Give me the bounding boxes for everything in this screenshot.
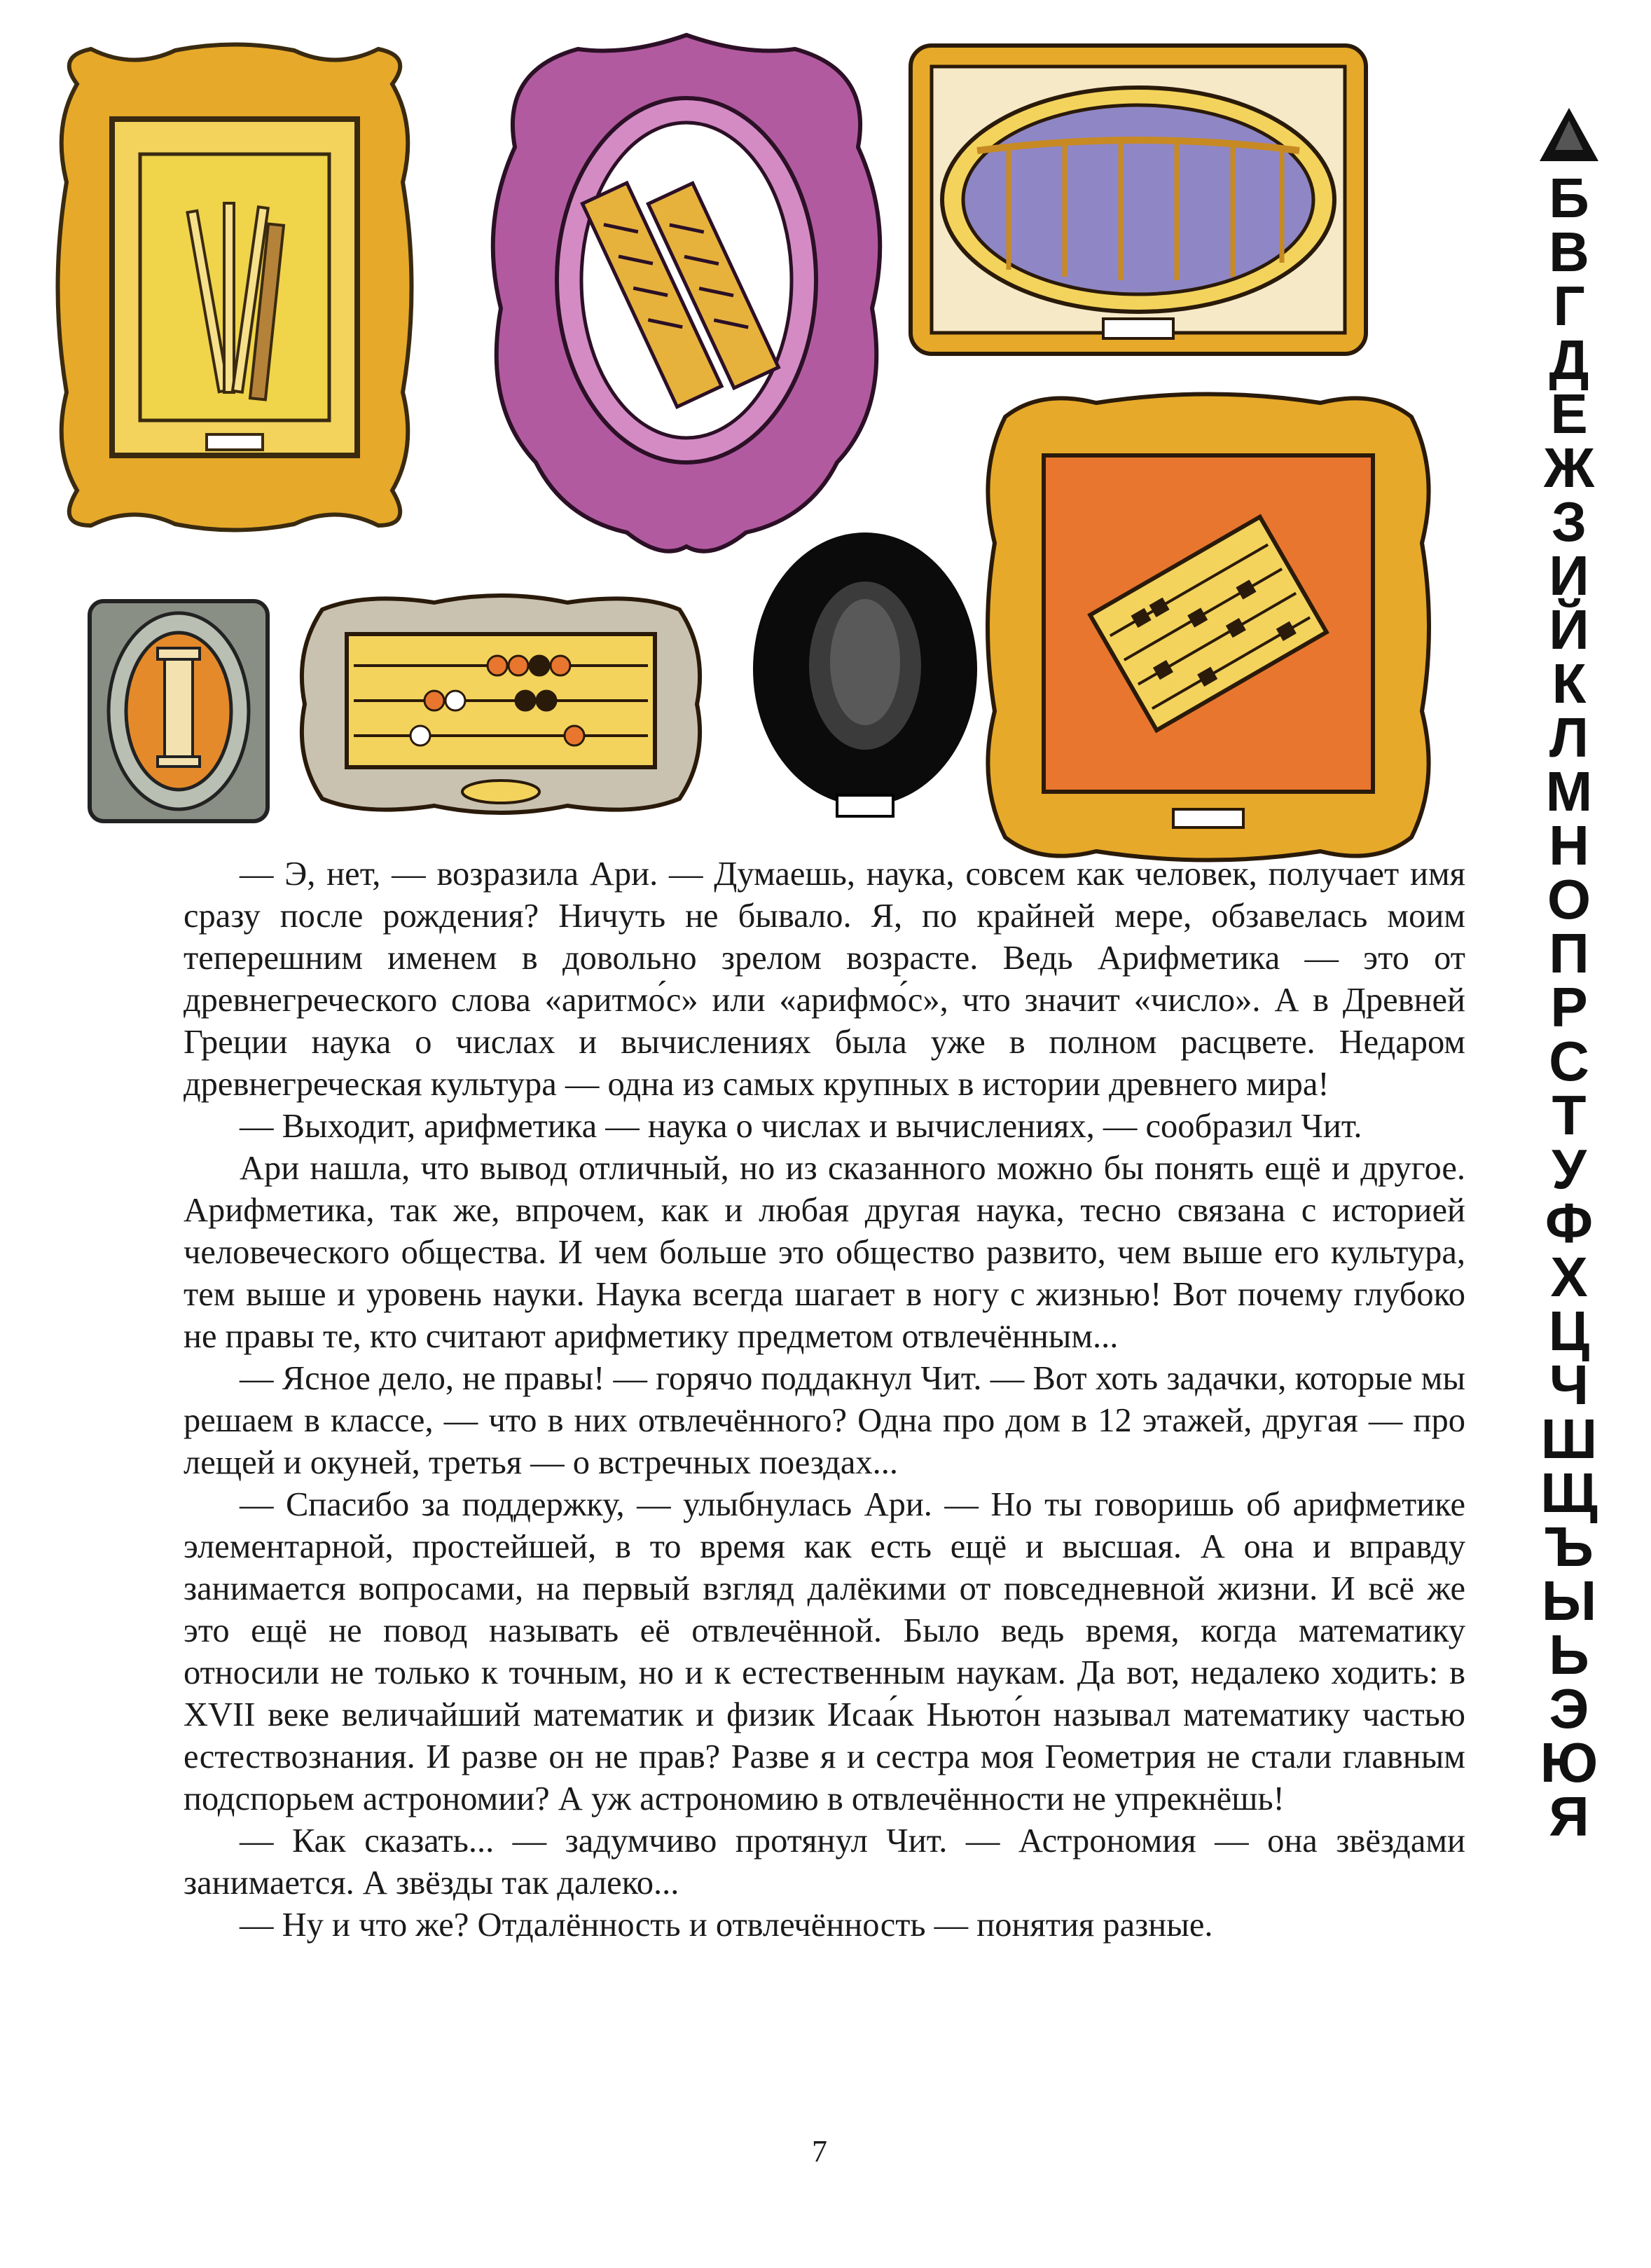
page-number: 7 — [812, 2134, 827, 2169]
paragraph: — Ясное дело, не правы! — горячо поддакнул Чит. — Вот хоть задачки, которые мы решаем в классе, — что в них отвлечённого? Одна про дом в 12 этажей, другая — про лещей и окуней, третья — о встречных поездах... — [184, 1360, 1465, 1481]
frame-abacus-horizontal — [294, 589, 707, 820]
alphabet-letter: К — [1552, 652, 1587, 715]
paragraph: — Э, нет, — возразила Ари. — Думаешь, наука, совсем как человек, получает имя сразу после рождения? Ничуть не бывало. Я, по крайней мере, обзавелась моим теперешним именем в довольно зрелом возрасте. Ведь Арифметика — это от древнегреческого слова «аритмо́с» или «арифмо́с», что значит «число». А в Древней Греции наука о числах и вычислениях была уже в полном расцвете. Недаром древнегреческая культура — одна из самых крупных в истории древнего мира! — [184, 855, 1465, 1103]
alphabet-letter: Б — [1549, 167, 1589, 229]
alphabet-letter: Х — [1550, 1246, 1588, 1308]
frame-knotted-cords — [904, 39, 1373, 361]
alphabet-letter: У — [1552, 1138, 1587, 1200]
main-text — [184, 853, 1465, 1946]
alphabet-letter: Й — [1549, 598, 1589, 661]
alphabet-letter: Я — [1549, 1785, 1589, 1848]
alphabet-letter: Ч — [1549, 1354, 1589, 1416]
alphabet-letter: Д — [1549, 329, 1589, 391]
alphabet-letter: Ф — [1545, 1192, 1594, 1254]
alphabet-letter: С — [1549, 1030, 1589, 1092]
alphabet-letter: М — [1545, 760, 1593, 823]
frame-abacus-diagonal — [984, 389, 1432, 865]
current-letter-icon — [1534, 105, 1604, 164]
alphabet-letter: З — [1551, 490, 1587, 553]
alphabet-letter: Е — [1550, 383, 1588, 445]
alphabet-letter: Т — [1552, 1084, 1587, 1146]
alphabet-letter: Ж — [1543, 437, 1595, 499]
alphabet-letter: Р — [1550, 976, 1588, 1038]
paragraph: — Ну и что же? Отдалённость и отвлечённость — понятия разные. — [240, 1906, 1213, 1944]
alphabet-letter: Ъ — [1545, 1516, 1594, 1578]
alphabet-letter: Щ — [1540, 1462, 1598, 1524]
paragraph: — Выходит, арифметика — наука о числах и вычислениях, — сообразил Чит. — [240, 1108, 1362, 1145]
alphabet-letter: Ю — [1540, 1731, 1598, 1794]
alphabet-letter: Л — [1549, 706, 1589, 769]
frame-carved-bones — [480, 28, 893, 561]
alphabet-letter: Н — [1549, 814, 1589, 877]
alphabet-letter: И — [1549, 544, 1589, 607]
alphabet-letter: Г — [1553, 275, 1585, 337]
alphabet-letter: О — [1547, 868, 1591, 930]
frame-sticks — [49, 42, 420, 532]
frame-stone-column — [84, 596, 273, 827]
alphabet-letter: Ы — [1541, 1569, 1597, 1632]
alphabet-letter: П — [1549, 922, 1589, 984]
paragraph: — Спасибо за поддержку, — улыбнулась Ари. — Но ты говоришь об арифметике элементарной, простейшей, в то время как есть ещё и высшая. А она и вправду занимается вопросами, на первый взгляд далёкими от повседневной жизни. И всё же это ещё не повод называть её отвлечённой. Было ведь время, когда математику относили не только к точным, но и к естественным наукам. Да вот, недалеко ходить: в XVII веке величайший математик и физик Исаа́к Ньюто́н называл математику частью естествознания. И разве он не прав? Разве я и сестра моя Геометрия не стали главным подспорьем астрономии? А уж астрономию в отвлечённости не упрекнёшь! — [184, 1486, 1465, 1817]
alphabet-index — [1506, 105, 1632, 1848]
alphabet-letter: В — [1549, 221, 1589, 283]
frame-dark-oval — [749, 529, 981, 823]
alphabet-letter: Ц — [1548, 1300, 1590, 1362]
alphabet-letter: Э — [1549, 1677, 1589, 1740]
alphabet-letter: Ш — [1540, 1408, 1598, 1470]
paragraph: — Как сказать... — задумчиво протянул Чит. — Астрономия — она звёздами занимается. А звёзды так далеко... — [184, 1822, 1465, 1902]
alphabet-letter: Ь — [1549, 1623, 1589, 1686]
paragraph: Ари нашла, что вывод отличный, но из сказанного можно бы понять ещё и другое. Арифметика, так же, впрочем, как и любая другая наука, тесно связана с историей человеческого общества. И чем больше это общество развито, чем выше его культура, тем выше и уровень науки. Наука всегда шагает в ногу с жизнью! Вот почему глубоко не правы те, кто считают арифметику предметом отвлечённым... — [184, 1150, 1465, 1355]
